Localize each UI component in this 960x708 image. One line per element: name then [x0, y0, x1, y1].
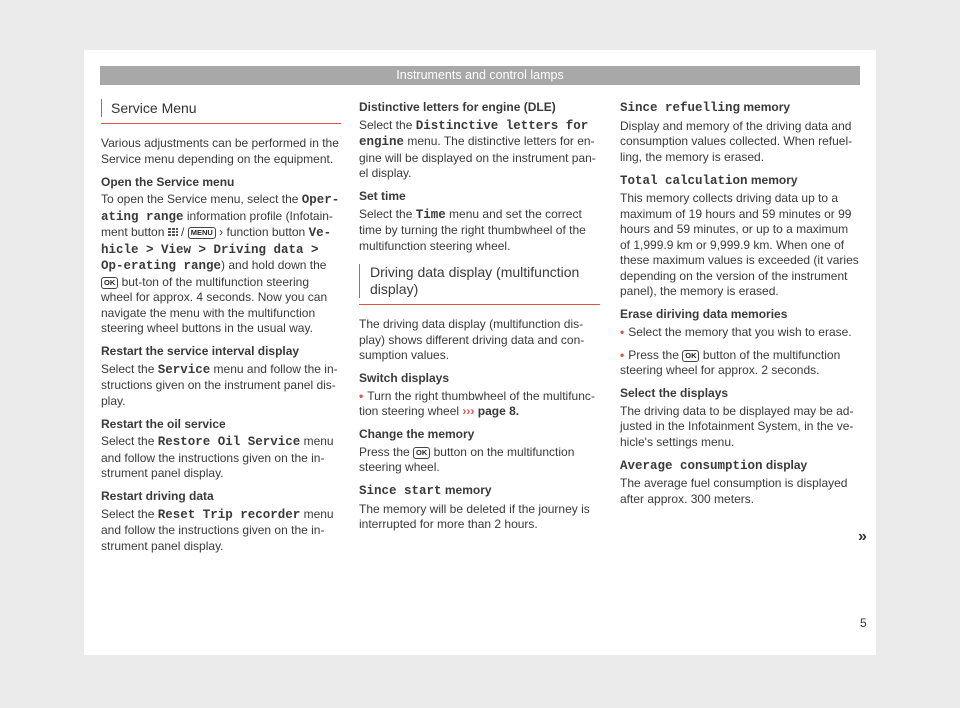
heading-since-start	[359, 483, 600, 500]
text: › function button	[215, 225, 309, 239]
driving-paragraph	[101, 507, 341, 555]
text: /	[177, 225, 188, 239]
text: but-ton of the multifunction steering wheel for approx. 4 seconds. Now you can navigate the menu with the multifunction steering wheel buttons in the usual way.	[101, 274, 328, 335]
text: Press the	[628, 347, 683, 362]
heading-switch-displays: Switch displays	[359, 371, 450, 385]
section-title-wrap	[359, 264, 600, 305]
text: Press the	[359, 444, 414, 459]
heading-average-consumption	[620, 458, 860, 475]
heading-set-time: Set time	[359, 189, 406, 203]
open-service-paragraph	[101, 192, 341, 337]
since-start-paragraph: The memory will be deleted if the journey is interrupted for more than 2 hours.	[359, 501, 590, 531]
heading-erase-memories: Erase diriving data memories	[620, 307, 788, 321]
interval-paragraph	[101, 362, 341, 410]
page-number: 5	[860, 616, 867, 630]
menu-name: Distinctive letters for engine	[359, 118, 589, 149]
menu-name: Time	[415, 207, 446, 222]
text: button of the multifunction steering wheel for approx. 2 seconds.	[620, 347, 841, 377]
erase-bullet-1	[620, 325, 860, 341]
heading-total-calculation	[620, 173, 860, 190]
text: memory	[740, 100, 791, 114]
text: Select the memory that you wish to erase.	[628, 324, 852, 339]
bullet-icon: •	[620, 347, 625, 362]
total-calculation-paragraph: This memory collects driving data up to a maximum of 19 hours and 59 minutes or 99 hours and 59 minutes, or up to a maximum of 1,999.9 km or 9,999.9 km. When one of these maximum values is exceeded (it varies depending on the version of the instrument panel), the memory is erased.	[620, 191, 859, 298]
column-1	[101, 99, 341, 562]
heading-open-service-menu: Open the Service menu	[101, 174, 235, 189]
text: Turn the right thumbwheel of the multifunc-tion steering wheel	[359, 388, 595, 418]
heading-change-memory: Change the memory	[359, 427, 475, 441]
text: information profile (Infotain-ment button	[101, 208, 333, 239]
menu-name: Restore Oil Service	[157, 435, 301, 449]
text: menu. The distinctive letters for en-gine will be displayed on the instrument pan-el display.	[359, 134, 596, 180]
continue-icon: »	[858, 528, 867, 545]
menu-name: Total calculation	[620, 173, 748, 188]
text: menu and follow the in-structions given on the instrument panel dis-play.	[101, 361, 338, 408]
menu-name: Service	[157, 362, 211, 377]
cross-reference-arrows: ›››	[462, 404, 475, 418]
ok-button-icon: OK	[413, 447, 430, 459]
erase-bullet-2	[620, 348, 860, 379]
heading-service-interval: Restart the service interval display	[101, 344, 300, 358]
text: Select the	[101, 506, 158, 521]
page-reference[interactable]: page 8.	[474, 404, 520, 418]
heading-oil-service: Restart the oil service	[101, 416, 226, 431]
section-title-driving-data: Driving data display (multifunction display)	[359, 264, 600, 298]
driving-intro-paragraph: The driving data display (multifunction dis-play) shows different driving data and con-sumption values.	[359, 317, 585, 362]
text: Select the	[101, 434, 158, 448]
menu-path: Oper-ating range	[101, 193, 340, 224]
menu-name: Since start	[359, 484, 442, 498]
text: memory	[747, 172, 798, 187]
menu-path: Ve-hicle > View > Driving data > Op-erating range	[101, 226, 332, 273]
average-consumption-paragraph: The average fuel consumption is displayed after approx. 300 meters.	[620, 476, 848, 506]
dle-paragraph	[359, 118, 600, 182]
text: menu and follow the instructions given on the in-strument panel display.	[101, 434, 334, 480]
menu-name: Average consumption	[620, 458, 763, 473]
menu-name: Reset Trip recorder	[157, 507, 301, 522]
page-header: Instruments and control lamps	[100, 66, 860, 85]
text: display	[762, 457, 808, 472]
select-displays-paragraph: The driving data to be displayed may be ad-justed in the Infotainment System, in the ve-hicle's settings menu.	[620, 403, 854, 449]
text: menu and follow the instructions given on the in-strument panel display.	[101, 506, 334, 553]
ok-button-icon: OK	[101, 277, 118, 289]
section-title-service-menu: Service Menu	[101, 99, 341, 117]
bullet-icon: •	[620, 324, 625, 339]
ok-button-icon: OK	[682, 350, 699, 362]
intro-paragraph: Various adjustments can be performed in the Service menu depending on the equipment.	[101, 136, 339, 166]
time-paragraph	[359, 207, 600, 255]
grid-icon	[168, 228, 178, 236]
menu-button-icon: MENU	[188, 227, 216, 239]
heading-dle: Distinctive letters for engine (DLE)	[359, 100, 556, 114]
text: Select the	[101, 361, 158, 376]
text: memory	[441, 483, 492, 497]
menu-name: Since refuelling	[620, 101, 741, 115]
heading-select-displays: Select the displays	[620, 386, 729, 400]
text: Select the	[359, 206, 416, 221]
switch-bullet	[359, 389, 600, 420]
text: Select the	[359, 117, 416, 132]
column-2	[359, 100, 600, 540]
text: To open the Service menu, select the	[101, 192, 302, 206]
text: ) and hold down the	[221, 258, 327, 272]
bullet-icon: •	[359, 388, 364, 403]
text: menu and set the correct time by turning the right thumbwheel of the multifunction steering wheel.	[359, 206, 586, 253]
column-3	[620, 100, 860, 515]
since-refuelling-paragraph: Display and memory of the driving data and consumption values collected. When refuel-ling, the memory is erased.	[620, 118, 853, 164]
memory-paragraph	[359, 445, 600, 476]
oil-paragraph	[101, 434, 341, 482]
section-title-wrap	[101, 99, 341, 124]
text: button on the multifunction steering wheel.	[359, 444, 575, 474]
heading-since-refuelling	[620, 100, 860, 117]
heading-driving-data: Restart driving data	[101, 489, 214, 503]
